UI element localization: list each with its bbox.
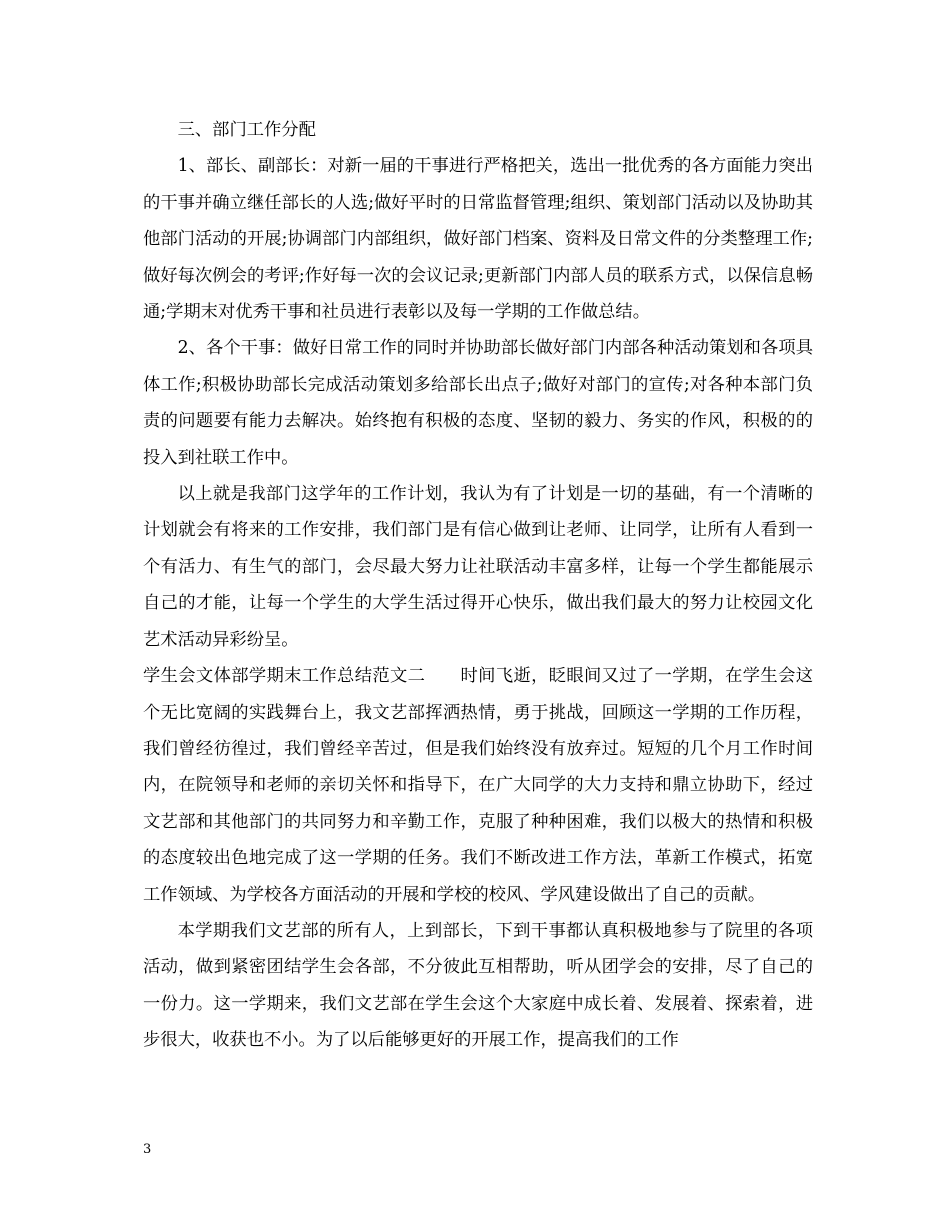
paragraph-minister-duties: 1、部长、副部长：对新一届的干事进行严格把关，选出一批优秀的各方面能力突出的干事并确立继任部长的人选;做好平时的日常监督管理;组织、策划部门活动以及协助其他部门活动的开展;协调部门内部组织，做好部门档案、资料及日常文件的分类整理工作;做好每次例会的考评;作好每一次的会议记录;更新部门内部人员的联系方式，以保信息畅通;学期末对优秀干事和社员进行表彰以及每一学期的工作做总结。	[143, 156, 813, 323]
document-body	[143, 112, 813, 1059]
paragraph-semester-review: 本学期我们文艺部的所有人，上到部长，下到干事都认真积极地参与了院里的各项活动，做到紧密团结学生会各部，不分彼此互相帮助，听从团学会的安排，尽了自己的一份力。这一学期来，我们文艺部在学生会这个大家庭中成长着、发展着、探索着，进步很大，收获也不小。为了以后能够更好的开展工作，提高我们的工作	[143, 920, 813, 1051]
paragraph-staff-duties: 2、各个干事：做好日常工作的同时并协助部长做好部门内部各种活动策划和各项具体工作;积极协助部长完成活动策划多给部长出点子;做好对部门的宣传;对各种本部门负责的问题要有能力去解决。始终抱有积极的态度、坚韧的毅力、务实的作风，积极的的投入到社联工作中。	[143, 338, 813, 468]
paragraph-sample-two: 学生会文体部学期末工作总结范文二 时间飞逝，眨眼间又过了一学期，在学生会这个无比宽阔的实践舞台上，我文艺部挥洒热情，勇于挑战，回顾这一学期的工作历程，我们曾经彷徨过，我们曾经辛苦过，但是我们始终没有放弃过。短短的几个月工作时间内，在院领导和老师的亲切关怀和指导下，在广大同学的大力支持和鼎立协助下，经过文艺部和其他部门的共同努力和辛勤工作，克服了种种困难，我们以极大的热情和积极的态度较出色地完成了这一学期的任务。我们不断改进工作方法，革新工作模式，拓宽工作领域、为学校各方面活动的开展和学校的校风、学风建设做出了自己的贡献。	[143, 666, 813, 905]
page-number: 3	[143, 1142, 152, 1157]
section-heading: 三、部门工作分配	[177, 120, 316, 140]
paragraph-plan-summary: 以上就是我部门这学年的工作计划，我认为有了计划是一切的基础，有一个清晰的计划就会有将来的工作安排，我们部门是有信心做到让老师、让同学，让所有人看到一个有活力、有生气的部门，会尽最大努力让社联活动丰富多样，让每一个学生都能展示自己的才能，让每一个学生的大学生活过得开心快乐，做出我们最大的努力让校园文化艺术活动异彩纷呈。	[143, 484, 813, 650]
